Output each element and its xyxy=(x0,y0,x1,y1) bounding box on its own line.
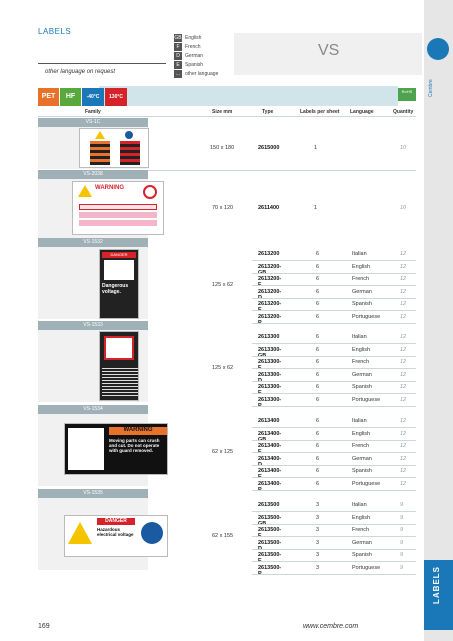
labels-cell: 6 xyxy=(316,371,320,378)
labels-cell: 6 xyxy=(316,468,320,474)
language-item: ... other language xyxy=(175,70,219,77)
col-type: Type xyxy=(262,109,274,115)
type-cell: 2611400 xyxy=(258,205,280,211)
section-title: LABELS xyxy=(38,27,72,36)
row-line xyxy=(252,406,416,407)
col-family: Family xyxy=(85,109,101,115)
product-image xyxy=(99,331,139,401)
row-line xyxy=(252,440,416,441)
labels-cell: 6 xyxy=(316,263,320,270)
language-cell: English xyxy=(352,514,371,521)
warning-text-block xyxy=(90,141,110,165)
labels-cell: 6 xyxy=(316,346,320,353)
warning-text-block xyxy=(120,141,140,165)
row-line xyxy=(252,356,416,357)
qty-cell: 12 xyxy=(400,263,407,270)
row-line xyxy=(252,490,416,491)
qty-cell: 12 xyxy=(400,346,407,353)
col-language: Language xyxy=(350,109,374,115)
type-cell: 2613300- xyxy=(258,396,282,403)
website-link[interactable]: www.cembre.com xyxy=(303,623,359,630)
language-cell: English xyxy=(352,263,371,270)
labels-cell: 6 xyxy=(316,418,320,424)
label-line xyxy=(79,204,157,210)
type-cell: 2613500- xyxy=(258,514,282,521)
language-cell: English xyxy=(352,346,371,353)
family-header: VS-1534 xyxy=(38,405,148,414)
row-line xyxy=(252,536,416,537)
type-cell: 2613300 xyxy=(258,334,280,340)
language-cell: Italian xyxy=(352,251,367,257)
labels-cell: 6 xyxy=(316,430,320,437)
size-cell: 125 x 62 xyxy=(212,365,234,371)
type-cell: 2613200- xyxy=(258,301,282,307)
row-line xyxy=(252,285,416,286)
qty-cell: 12 xyxy=(400,334,407,340)
row-line xyxy=(252,393,416,394)
header-line xyxy=(38,116,416,117)
warning-triangle-icon xyxy=(95,131,105,139)
type-cell: 2613200- xyxy=(258,288,282,295)
row-line xyxy=(252,574,416,575)
labels-cell: 6 xyxy=(316,359,320,365)
gear-hazard-icon xyxy=(68,428,104,470)
hf-badge: HF xyxy=(60,88,81,106)
warning-label: WARNING xyxy=(109,427,167,435)
language-cell: Portuguese xyxy=(352,480,381,487)
type-cell: 2613300- xyxy=(258,359,282,365)
type-cell: 2613300- xyxy=(258,384,282,390)
language-cell: German xyxy=(352,371,372,378)
language-cell: Italian xyxy=(352,334,367,340)
type-cell: 2613400- xyxy=(258,480,282,487)
type-cell: 2613500 xyxy=(258,502,280,508)
label-line xyxy=(79,220,157,226)
labels-cell: 6 xyxy=(316,301,320,307)
electric-hazard-icon xyxy=(68,522,92,544)
family-header: VS-1535 xyxy=(38,489,148,498)
size-cell: 70 x 120 xyxy=(212,205,234,211)
row-line xyxy=(252,549,416,550)
labels-cell: 6 xyxy=(316,443,320,449)
language-cell: Spanish xyxy=(352,468,372,474)
qty-cell: 12 xyxy=(400,443,407,449)
labels-cell: 6 xyxy=(316,396,320,403)
qty-cell: 10 xyxy=(400,205,407,211)
mandatory-icon xyxy=(125,131,133,139)
row-line xyxy=(252,427,416,428)
language-cell: German xyxy=(352,455,372,462)
property-bar xyxy=(99,86,398,106)
qty-cell: 10 xyxy=(400,145,407,151)
type-cell: 2613200- xyxy=(258,263,282,270)
family-header: VS-1532 xyxy=(38,238,148,247)
qty-cell: 9 xyxy=(400,502,404,508)
type-cell: 2613400 xyxy=(258,418,280,424)
labels-cell: 3 xyxy=(316,552,320,558)
qty-cell: 12 xyxy=(400,371,407,378)
rohs-badge: RoHS xyxy=(398,88,416,101)
row-line xyxy=(252,343,416,344)
type-cell: 2613200 xyxy=(258,251,280,257)
type-cell: 2613400- xyxy=(258,468,282,474)
labels-cell: 1 xyxy=(314,205,318,211)
labels-cell: 3 xyxy=(316,564,320,571)
row-line xyxy=(252,298,416,299)
hazard-pictogram xyxy=(104,260,134,280)
row-line xyxy=(252,477,416,478)
qty-cell: 9 xyxy=(400,527,404,533)
language-cell: Spanish xyxy=(352,384,372,390)
row-line xyxy=(252,368,416,369)
row-line xyxy=(252,511,416,512)
warning-label: WARNING xyxy=(95,185,124,191)
language-legend xyxy=(174,33,218,78)
qty-cell: 12 xyxy=(400,418,407,424)
language-cell: Portuguese xyxy=(352,396,381,403)
type-cell: 2613300- xyxy=(258,371,282,378)
qty-cell: 12 xyxy=(400,313,407,320)
type-cell: 2613400- xyxy=(258,443,282,449)
language-cell: French xyxy=(352,443,370,449)
labels-cell: 3 xyxy=(316,539,320,546)
size-cell: 62 x 125 xyxy=(212,449,234,455)
row-line xyxy=(252,273,416,274)
warning-text: Moving parts can crush and cut. Do not operate with guard removed. xyxy=(109,438,160,453)
labels-cell: 6 xyxy=(316,384,320,390)
type-cell: 2613200- xyxy=(258,313,282,320)
disconnect-power-icon xyxy=(141,522,163,544)
labels-cell: 6 xyxy=(316,313,320,320)
type-cell: 2615000 xyxy=(258,145,280,151)
product-image xyxy=(99,249,139,319)
hazard-pictogram xyxy=(104,336,134,360)
type-cell: 2613500- xyxy=(258,539,282,546)
row-line xyxy=(252,381,416,382)
qty-cell: 12 xyxy=(400,396,407,403)
type-cell: 2613200- xyxy=(258,276,282,282)
language-item: F French xyxy=(174,42,218,51)
qty-cell: 9 xyxy=(400,539,404,546)
qty-cell: 9 xyxy=(400,564,404,571)
instruction-text-block xyxy=(102,366,138,396)
product-image xyxy=(72,181,164,235)
type-cell: 2613400- xyxy=(258,455,282,462)
size-cell: 125 x 62 xyxy=(212,282,234,288)
language-cell: French xyxy=(352,276,370,282)
type-cell: 2613500- xyxy=(258,564,282,571)
language-cell: English xyxy=(352,430,371,437)
size-cell: 150 x 180 xyxy=(210,145,235,151)
qty-cell: 12 xyxy=(400,384,407,390)
labels-cell: 6 xyxy=(316,251,320,257)
family-header: VS-1533 xyxy=(38,321,148,330)
language-cell: Portuguese xyxy=(352,313,381,320)
row-line xyxy=(252,310,416,311)
qty-cell: 12 xyxy=(400,455,407,462)
row-line xyxy=(252,452,416,453)
qty-cell: 12 xyxy=(400,288,407,295)
family-header: VS-1C xyxy=(38,118,148,127)
col-size: Size mm xyxy=(212,109,233,115)
type-cell: 2613300- xyxy=(258,346,282,353)
labels-cell: 3 xyxy=(316,502,320,508)
product-image xyxy=(64,423,168,475)
qty-cell: 12 xyxy=(400,251,407,257)
pet-badge: PET xyxy=(38,88,59,106)
warning-triangle-icon xyxy=(78,185,92,197)
language-cell: French xyxy=(352,359,370,365)
language-item: E Spanish xyxy=(174,60,218,69)
col-quantity: Quantity xyxy=(393,109,414,115)
qty-cell: 9 xyxy=(400,514,404,521)
danger-label: DANGER xyxy=(102,252,136,258)
row-line xyxy=(252,524,416,525)
max-temp-badge: 130°C xyxy=(105,88,127,106)
page-title: VS xyxy=(318,42,340,59)
page-number: 169 xyxy=(38,623,50,630)
label-line xyxy=(79,212,157,218)
language-cell: German xyxy=(352,288,372,295)
qty-cell: 12 xyxy=(400,276,407,282)
language-cell: Spanish xyxy=(352,301,372,307)
min-temp-badge: -40°C xyxy=(82,88,104,106)
product-image xyxy=(79,128,149,168)
language-item: GB English xyxy=(174,34,202,41)
prohibition-icon xyxy=(143,185,157,199)
brand-logo xyxy=(427,38,449,60)
labels-cell: 6 xyxy=(316,455,320,462)
qty-cell: 9 xyxy=(400,552,404,558)
language-cell: German xyxy=(352,539,372,546)
labels-cell: 3 xyxy=(316,527,320,533)
qty-cell: 12 xyxy=(400,359,407,365)
family-header: VS-2038 xyxy=(38,170,148,179)
type-cell: 2613500- xyxy=(258,527,282,533)
row-line xyxy=(252,561,416,562)
divider xyxy=(38,63,166,64)
language-cell: Portuguese xyxy=(352,564,381,571)
qty-cell: 12 xyxy=(400,430,407,437)
row-line xyxy=(252,260,416,261)
danger-text: Hazardous electrical voltage xyxy=(97,527,134,537)
labels-cell: 3 xyxy=(316,514,320,521)
language-note: other language on request xyxy=(45,69,116,75)
danger-text: Dangerous voltage. xyxy=(102,283,129,295)
labels-cell: 6 xyxy=(316,276,320,282)
qty-cell: 12 xyxy=(400,480,407,487)
labels-cell: 6 xyxy=(316,288,320,295)
language-cell: Spanish xyxy=(352,552,372,558)
section-tab[interactable]: LABELS xyxy=(424,560,453,630)
labels-cell: 6 xyxy=(316,334,320,340)
danger-label: DANGER xyxy=(97,518,135,525)
type-cell: 2613500- xyxy=(258,552,282,558)
product-image xyxy=(64,515,168,557)
size-cell: 62 x 155 xyxy=(212,533,234,539)
qty-cell: 12 xyxy=(400,468,407,474)
labels-cell: 6 xyxy=(316,480,320,487)
row-line xyxy=(252,323,416,324)
labels-cell: 1 xyxy=(314,145,318,151)
qty-cell: 12 xyxy=(400,301,407,307)
language-item: D German xyxy=(174,51,218,60)
col-labels: Labels per sheet xyxy=(300,109,340,115)
type-cell: 2613400- xyxy=(258,430,282,437)
language-cell: French xyxy=(352,527,370,533)
brand-name: Cembre xyxy=(428,79,434,97)
language-cell: Italian xyxy=(352,418,367,424)
row-line xyxy=(252,465,416,466)
language-cell: Italian xyxy=(352,502,367,508)
